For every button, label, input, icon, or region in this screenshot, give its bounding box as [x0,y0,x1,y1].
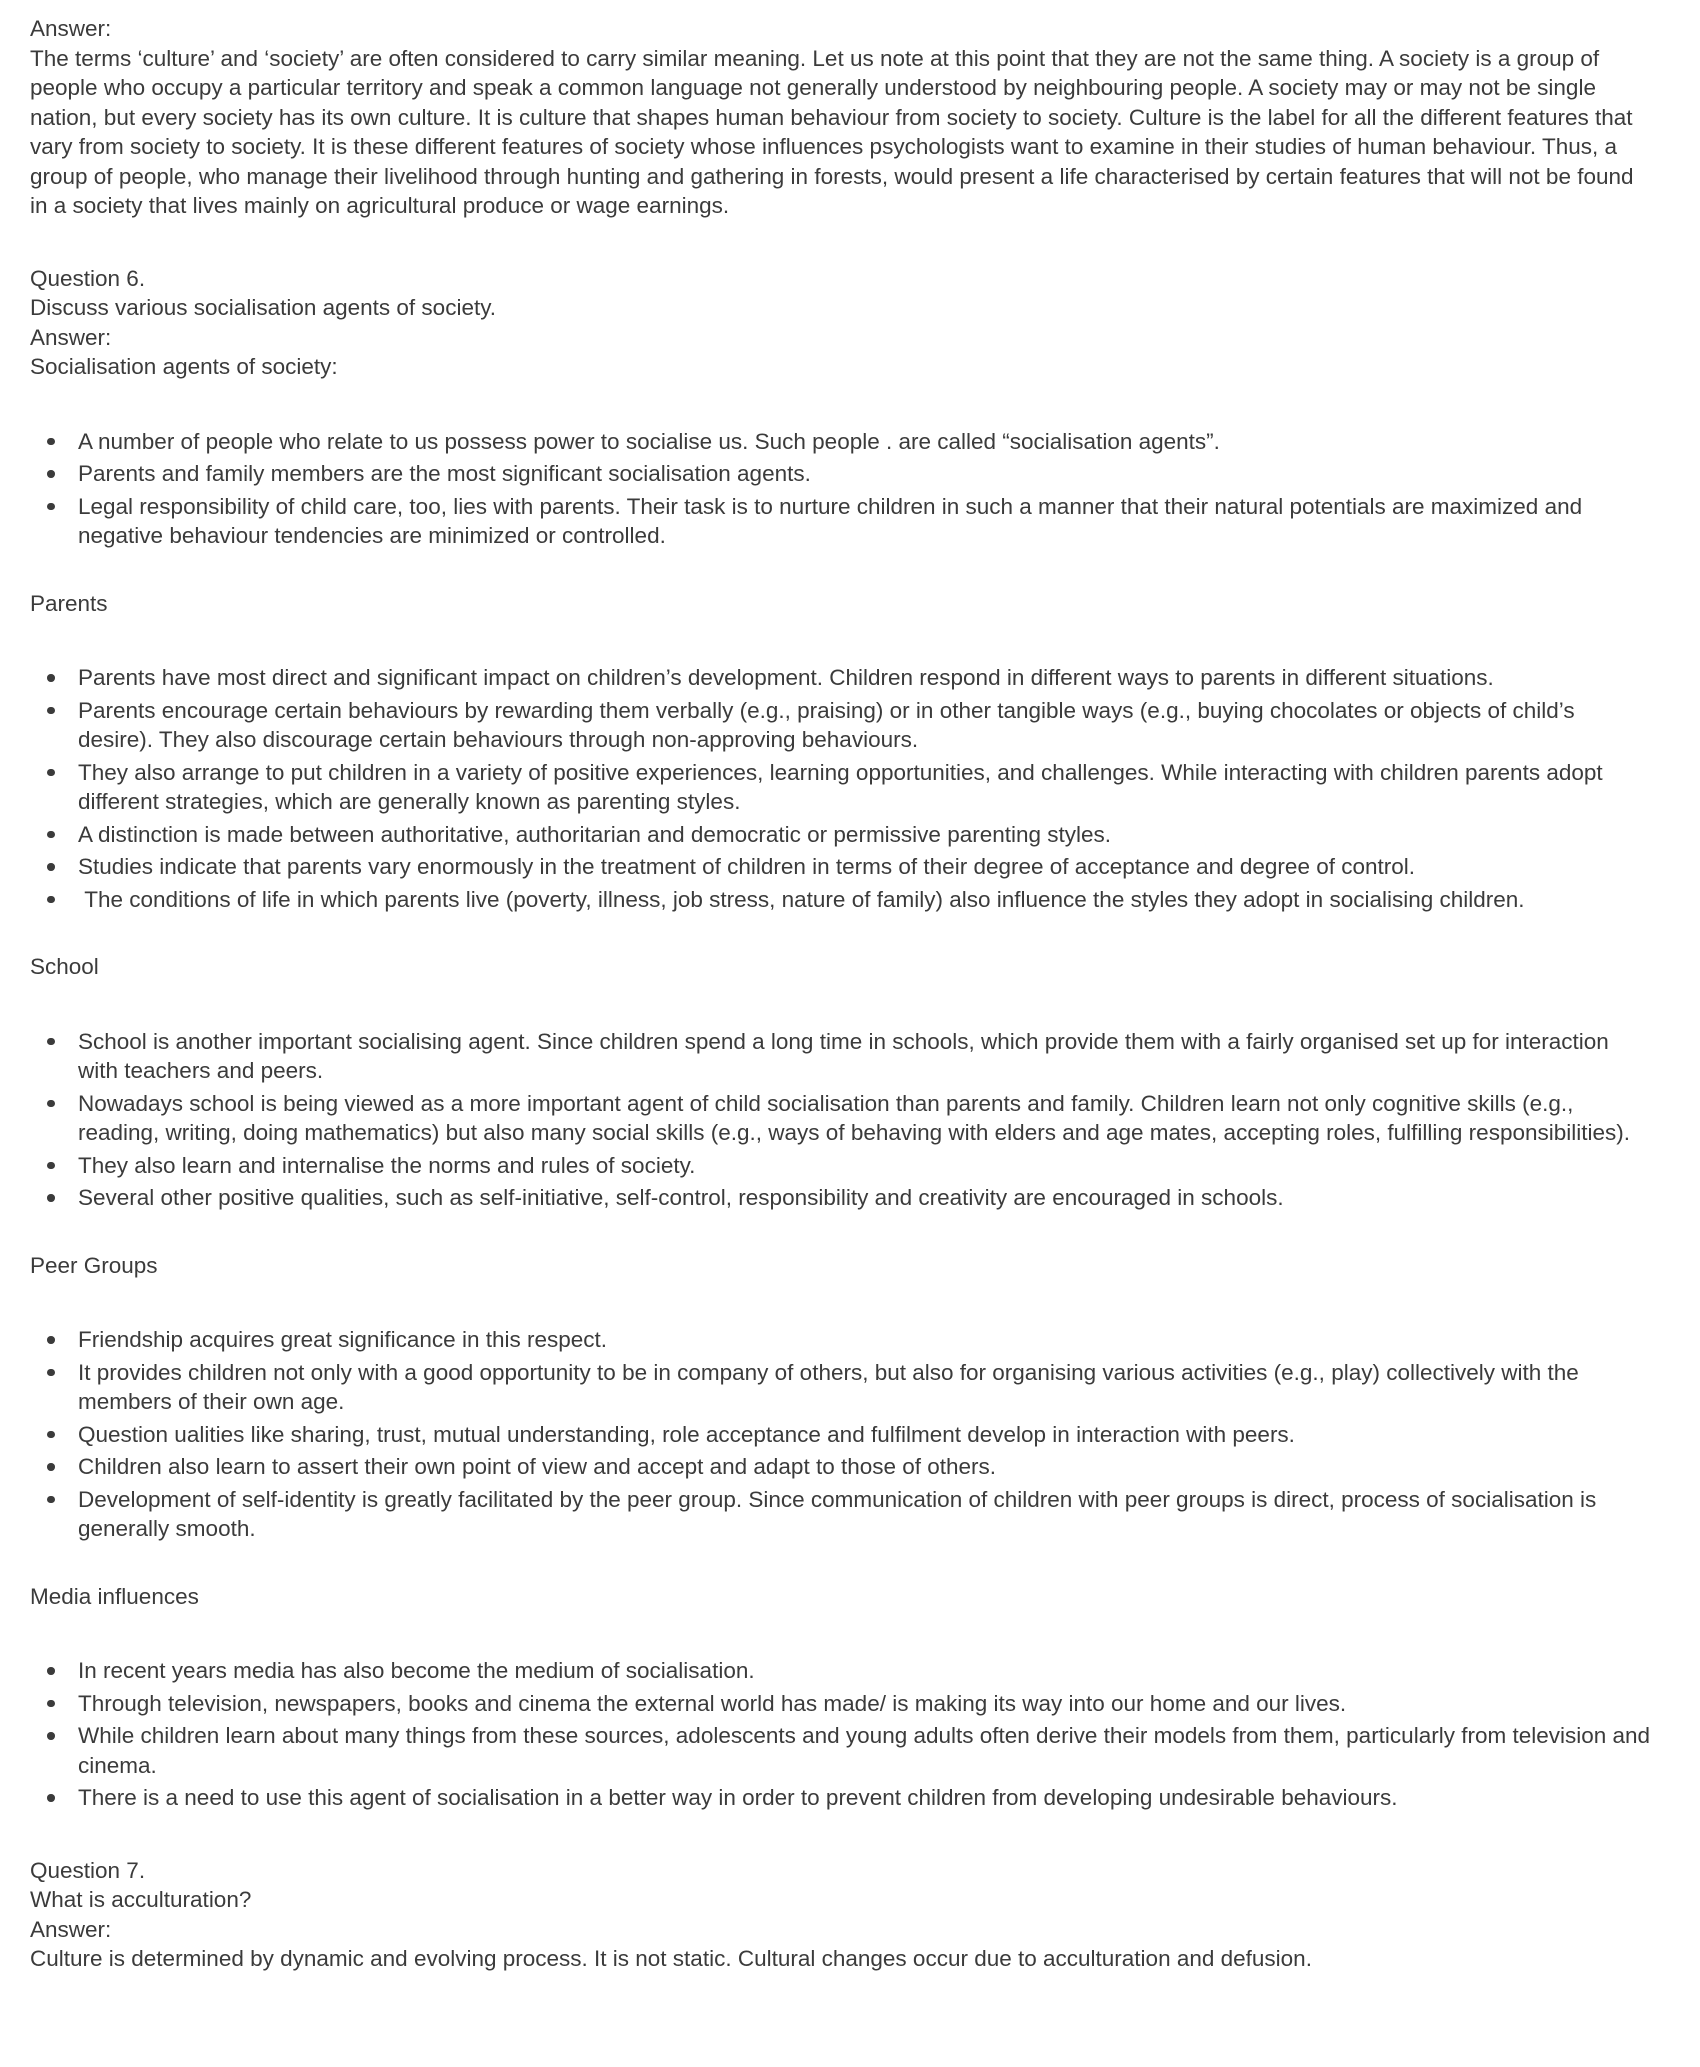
list-item: Parents and family members are the most significant socialisation agents. [30,459,1655,489]
question6-answer-label: Answer: [30,324,112,350]
socialisation-agents-list [30,427,1655,551]
list-item: School is another important socialising agent. Since children spend a long time in schools, which provide them with a fairly organised set up for interaction with teachers and peers. [30,1027,1655,1086]
list-item: It provides children not only with a good opportunity to be in company of others, but also for organising various activities (e.g., play) collectively with the members of their own age. [30,1358,1655,1417]
list-item: Studies indicate that parents vary enormously in the treatment of children in terms of their degree of acceptance and degree of control. [30,852,1655,882]
section-heading-media-influences: Media influences [30,1583,199,1609]
parents-list [30,663,1655,914]
section-heading-school: School [30,954,99,979]
question6-text: Discuss various socialisation agents of society. [30,295,497,320]
list-item: They also learn and internalise the norms and rules of society. [30,1151,1655,1181]
list-item: Several other positive qualities, such as self-initiative, self-control, responsibility and creativity are encouraged in schools. [30,1183,1655,1213]
question7-answer-label: Answer: [30,1916,112,1942]
section-heading-peer-groups: Peer Groups [30,1252,158,1278]
question6-subtitle: Socialisation agents of society: [30,354,338,379]
media-influences-list [30,1656,1655,1813]
list-item: Children also learn to assert their own point of view and accept and adapt to those of others. [30,1452,1655,1482]
question7-text: What is acculturation? [30,1887,252,1912]
list-item: While children learn about many things from these sources, adolescents and young adults often derive their models from them, particularly from television and cinema. [30,1721,1655,1780]
section-heading-parents: Parents [30,590,108,616]
peer-groups-list [30,1325,1655,1544]
list-item: They also arrange to put children in a variety of positive experiences, learning opportunities, and challenges. While interacting with children parents adopt different strategies, which are generally known as parenting styles. [30,758,1655,817]
question7-block [30,1856,1655,1974]
question7-title: Question 7. [30,1857,146,1883]
list-item: There is a need to use this agent of socialisation in a better way in order to prevent children from developing undesirable behaviours. [30,1783,1655,1813]
question6-block [30,264,1655,382]
list-item: A distinction is made between authoritative, authoritarian and democratic or permissive parenting styles. [30,820,1655,850]
list-item: Through television, newspapers, books and cinema the external world has made/ is making its way into our home and our lives. [30,1689,1655,1719]
list-item: Nowadays school is being viewed as a more important agent of child socialisation than parents and family. Children learn not only cognitive skills (e.g., reading, writing, doing mathematics) but also many social skills (e.g., ways of behaving with elders and age mates, accepting roles, fulfilling responsibilities). [30,1089,1655,1148]
list-item: Friendship acquires great significance in this respect. [30,1325,1655,1355]
intro-paragraph: The terms ‘culture’ and ‘society’ are often considered to carry similar meaning. Let us note at this point that they are not the same thing. A society is a group of people who occupy a particular territory and speak a common language not generally understood by neighbouring people. A society may or may not be single nation, but every society has its own culture. It is culture that shapes human behaviour from society to society. Culture is the label for all the different features that vary from society to society. It is these different features of society whose influences psychologists want to examine in their studies of human behaviour. Thus, a group of people, who manage their livelihood through hunting and gathering in forests, would present a life characterised by certain features that will not be found in a society that lives mainly on agricultural produce or wage earnings. [30,45,1634,218]
list-item: Question ualities like sharing, trust, mutual understanding, role acceptance and fulfilment develop in interaction with peers. [30,1420,1655,1450]
list-item: A number of people who relate to us possess power to socialise us. Such people . are called “socialisation agents”. [30,427,1655,457]
list-item: Development of self-identity is greatly facilitated by the peer group. Since communication of children with peer groups is direct, process of socialisation is generally smooth. [30,1485,1655,1544]
list-item: The conditions of life in which parents live (poverty, illness, job stress, nature of family) also influence the styles they adopt in socialising children. [30,885,1655,915]
school-list [30,1027,1655,1213]
list-item: Legal responsibility of child care, too, lies with parents. Their task is to nurture children in such a manner that their natural potentials are maximized and negative behaviour tendencies are minimized or controlled. [30,492,1655,551]
list-item: In recent years media has also become the medium of socialisation. [30,1656,1655,1686]
question6-title: Question 6. [30,265,146,291]
list-item: Parents encourage certain behaviours by rewarding them verbally (e.g., praising) or in other tangible ways (e.g., buying chocolates or objects of child’s desire). They also discourage certain behaviours through non-approving behaviours. [30,696,1655,755]
intro-answer-label: Answer: [30,16,112,41]
question7-answer: Culture is determined by dynamic and evolving process. It is not static. Cultural changes occur due to acculturation and defusion. [30,1946,1312,1971]
list-item: Parents have most direct and significant impact on children’s development. Children respond in different ways to parents in different situations. [30,663,1655,693]
